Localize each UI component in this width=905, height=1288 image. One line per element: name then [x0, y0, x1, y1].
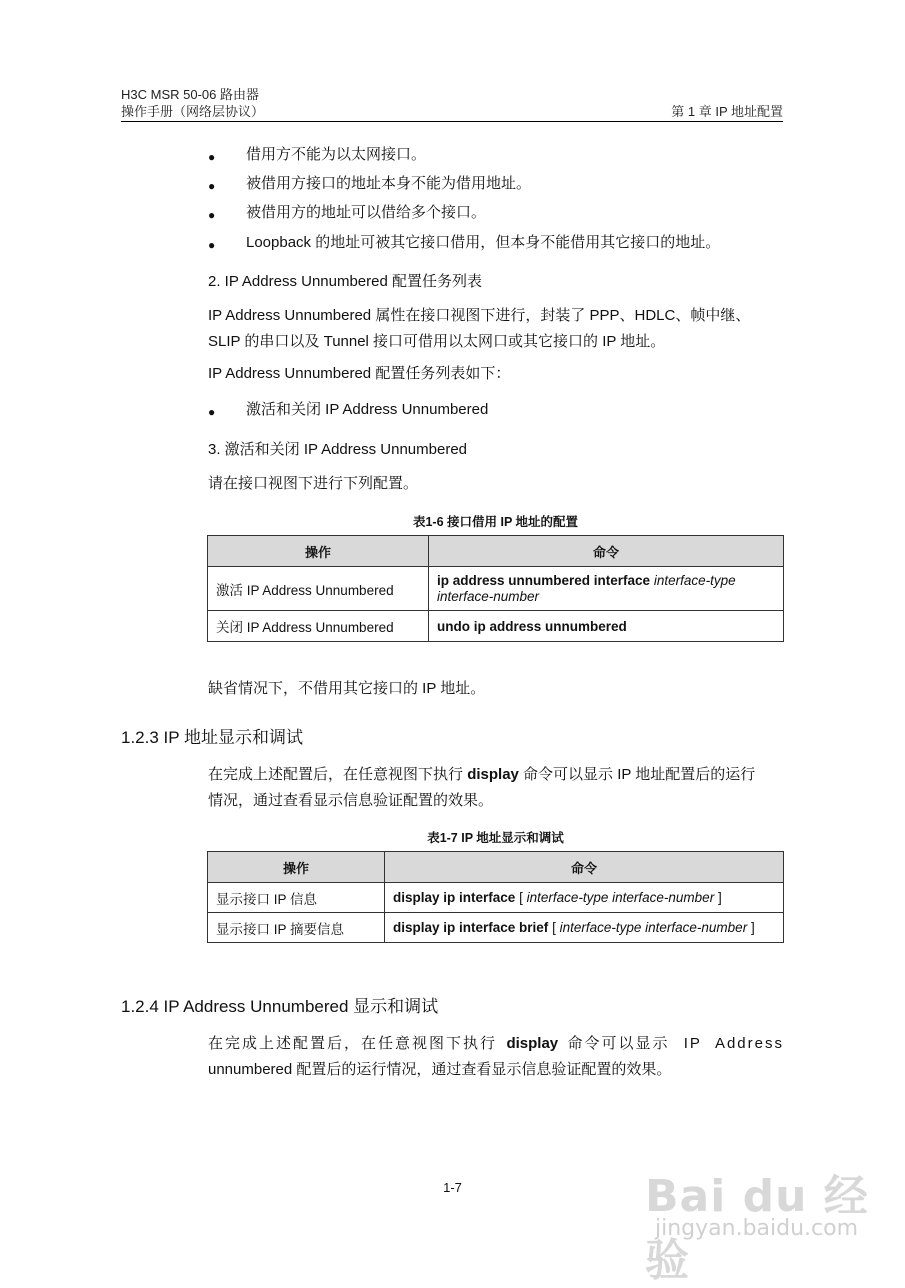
section-2-para-line2: SLIP 的串口以及 Tunnel 接口可借用以太网口或其它接口的 IP 地址。	[208, 333, 666, 350]
table-cell-operation: 显示接口 IP 摘要信息	[208, 913, 385, 943]
command-keyword: undo ip address unnumbered	[437, 618, 627, 634]
list-item: 被借用方接口的地址本身不能为借用地址。	[246, 175, 532, 192]
command-keyword: ip address unnumbered interface	[437, 572, 651, 588]
bracket: [	[519, 890, 523, 905]
table-1-6-caption: 表1-6 接口借用 IP 地址的配置	[412, 515, 579, 529]
command-keyword: display ip interface brief	[393, 920, 549, 935]
command-keyword: display	[506, 1035, 559, 1052]
default-note: 缺省情况下，不借用其它接口的 IP 地址。	[208, 680, 486, 697]
table-cell-command	[385, 913, 784, 943]
section-2-heading: 2. IP Address Unnumbered 配置任务列表	[208, 273, 482, 290]
command-arg: interface-type	[653, 572, 736, 588]
watermark-logo: Bai du 经验	[645, 1171, 869, 1286]
section-1-2-3-para-line2: 情况，通过查看显示信息验证配置的效果。	[208, 792, 494, 809]
bracket: ]	[717, 890, 722, 905]
column-header-command: 命令	[385, 852, 784, 883]
column-header-operation: 操作	[208, 852, 385, 883]
bullet-dot: ●	[208, 179, 216, 193]
bullet-dot: ●	[208, 405, 216, 419]
table-1-7	[207, 851, 784, 943]
section-2-para-line1: IP Address Unnumbered 属性在接口视图下进行，封装了 PPP、HDLC、帧中继、	[208, 307, 751, 324]
list-item: 被借用方的地址可以借给多个接口。	[246, 204, 487, 221]
table-1-7-caption: 表1-7 IP 地址显示和调试	[427, 831, 564, 845]
command-keyword: display	[467, 766, 519, 783]
section-1-2-4-para-line1	[208, 1034, 784, 1054]
bracket: [	[552, 920, 556, 935]
bullet-dot: ●	[208, 238, 216, 252]
section-1-2-3-para-line1	[208, 765, 784, 785]
table-row	[208, 913, 784, 943]
section-3-para: 请在接口视图下进行下列配置。	[208, 475, 419, 492]
para-text: 命令可以显示 IP Address	[567, 1035, 784, 1052]
header-product: H3C MSR 50-06 路由器	[121, 87, 259, 102]
para-text: 在完成上述配置后，在任意视图下执行	[208, 766, 464, 783]
bracket: ]	[750, 920, 755, 935]
column-header-command: 命令	[429, 536, 784, 567]
table-row	[208, 883, 784, 913]
para-text: 命令可以显示 IP 地址配置后的运行	[523, 766, 756, 783]
column-header-operation: 操作	[208, 536, 429, 567]
command-arg: interface-type interface-number	[559, 920, 748, 935]
section-1-2-4-para-line2: unnumbered 配置后的运行情况，通过查看显示信息验证配置的效果。	[208, 1061, 672, 1078]
bullet-dot: ●	[208, 150, 216, 164]
section-1-2-4-heading: 1.2.4 IP Address Unnumbered 显示和调试	[121, 997, 439, 1016]
table-cell-command	[429, 611, 784, 642]
command-arg: interface-type interface-number	[526, 890, 715, 905]
section-3-heading: 3. 激活和关闭 IP Address Unnumbered	[208, 441, 467, 458]
command-arg: interface-number	[437, 588, 540, 604]
bullet-dot: ●	[208, 208, 216, 222]
table-cell-command	[385, 883, 784, 913]
list-item: 激活和关闭 IP Address Unnumbered	[246, 401, 489, 418]
header-divider	[121, 121, 783, 122]
section-1-2-3-heading: 1.2.3 IP 地址显示和调试	[121, 728, 304, 747]
header-chapter: 第 1 章 IP 地址配置	[671, 104, 783, 119]
table-row	[208, 611, 784, 642]
table-1-6	[207, 535, 784, 642]
header-manual: 操作手册（网络层协议）	[121, 104, 265, 119]
table-cell-operation: 关闭 IP Address Unnumbered	[208, 611, 429, 642]
table-cell-command	[429, 567, 784, 611]
page-number: 1-7	[443, 1180, 462, 1195]
section-2-list-intro: IP Address Unnumbered 配置任务列表如下：	[208, 365, 511, 382]
watermark-url: jingyan.baidu.com	[655, 1216, 859, 1241]
para-text: 在完成上述配置后，在任意视图下执行	[208, 1035, 498, 1052]
table-row	[208, 567, 784, 611]
table-cell-operation: 激活 IP Address Unnumbered	[208, 567, 429, 611]
list-item: Loopback 的地址可被其它接口借用，但本身不能借用其它接口的地址。	[246, 234, 721, 251]
list-item: 借用方不能为以太网接口。	[246, 146, 427, 163]
table-cell-operation: 显示接口 IP 信息	[208, 883, 385, 913]
command-keyword: display ip interface	[393, 890, 516, 905]
